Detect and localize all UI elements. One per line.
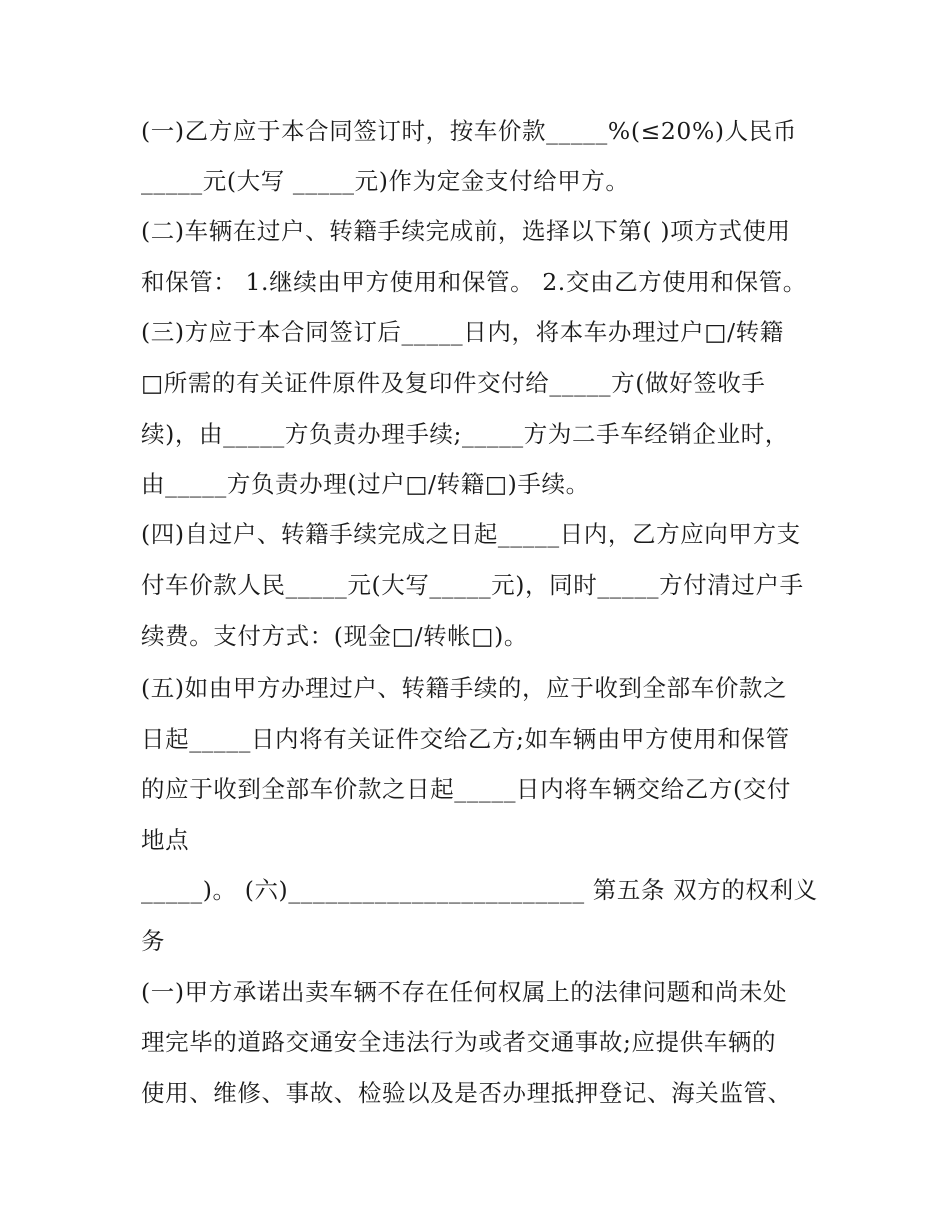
- text-line: 续费。支付方式：(现金□/转帐□)。: [141, 622, 528, 650]
- text-line: 和保管： 1.继续由甲方使用和保管。 2.交由乙方使用和保管。: [141, 268, 807, 296]
- text-line: (三)方应于本合同签订后_____日内，将本车办理过户□/转籍: [141, 318, 784, 346]
- text-line: (五)如由甲方办理过户、转籍手续的，应于收到全部车价款之: [141, 674, 788, 702]
- text-line: 的应于收到全部车价款之日起_____日内将车辆交给乙方(交付: [141, 775, 791, 803]
- text-line: 续)，由_____方负责办理手续;_____方为二手车经销企业时，: [141, 420, 789, 448]
- text-line: 务: [141, 927, 166, 955]
- text-line: 理完毕的道路交通安全违法行为或者交通事故;应提供车辆的: [141, 1028, 777, 1056]
- text-line: _____)。 (六)________________________ 第五条 双方的权利义: [141, 876, 818, 904]
- text-line: _____元(大写 _____元)作为定金支付给甲方。: [141, 167, 630, 195]
- text-line: 付车价款人民_____元(大写_____元)，同时_____方付清过户手: [141, 571, 804, 599]
- text-line: 日起_____日内将有关证件交给乙方;如车辆由甲方使用和保管: [141, 725, 790, 753]
- text-line: 地点: [141, 826, 190, 854]
- text-line: (一)乙方应于本合同签订时，按车价款_____%(≤20%)人民币: [141, 117, 797, 145]
- text-line: (四)自过户、转籍手续完成之日起_____日内，乙方应向甲方支: [141, 520, 801, 548]
- text-line: 使用、维修、事故、检验以及是否办理抵押登记、海关监管、: [141, 1079, 792, 1107]
- text-line: □所需的有关证件原件及复印件交付给_____方(做好签收手: [141, 369, 766, 397]
- text-line: (二)车辆在过户、转籍手续完成前，选择以下第( )项方式使用: [141, 217, 791, 245]
- text-line: 由_____方负责办理(过户□/转籍□)手续。: [141, 470, 590, 498]
- text-line: (一)甲方承诺出卖车辆不存在任何权属上的法律问题和尚未处: [141, 978, 788, 1006]
